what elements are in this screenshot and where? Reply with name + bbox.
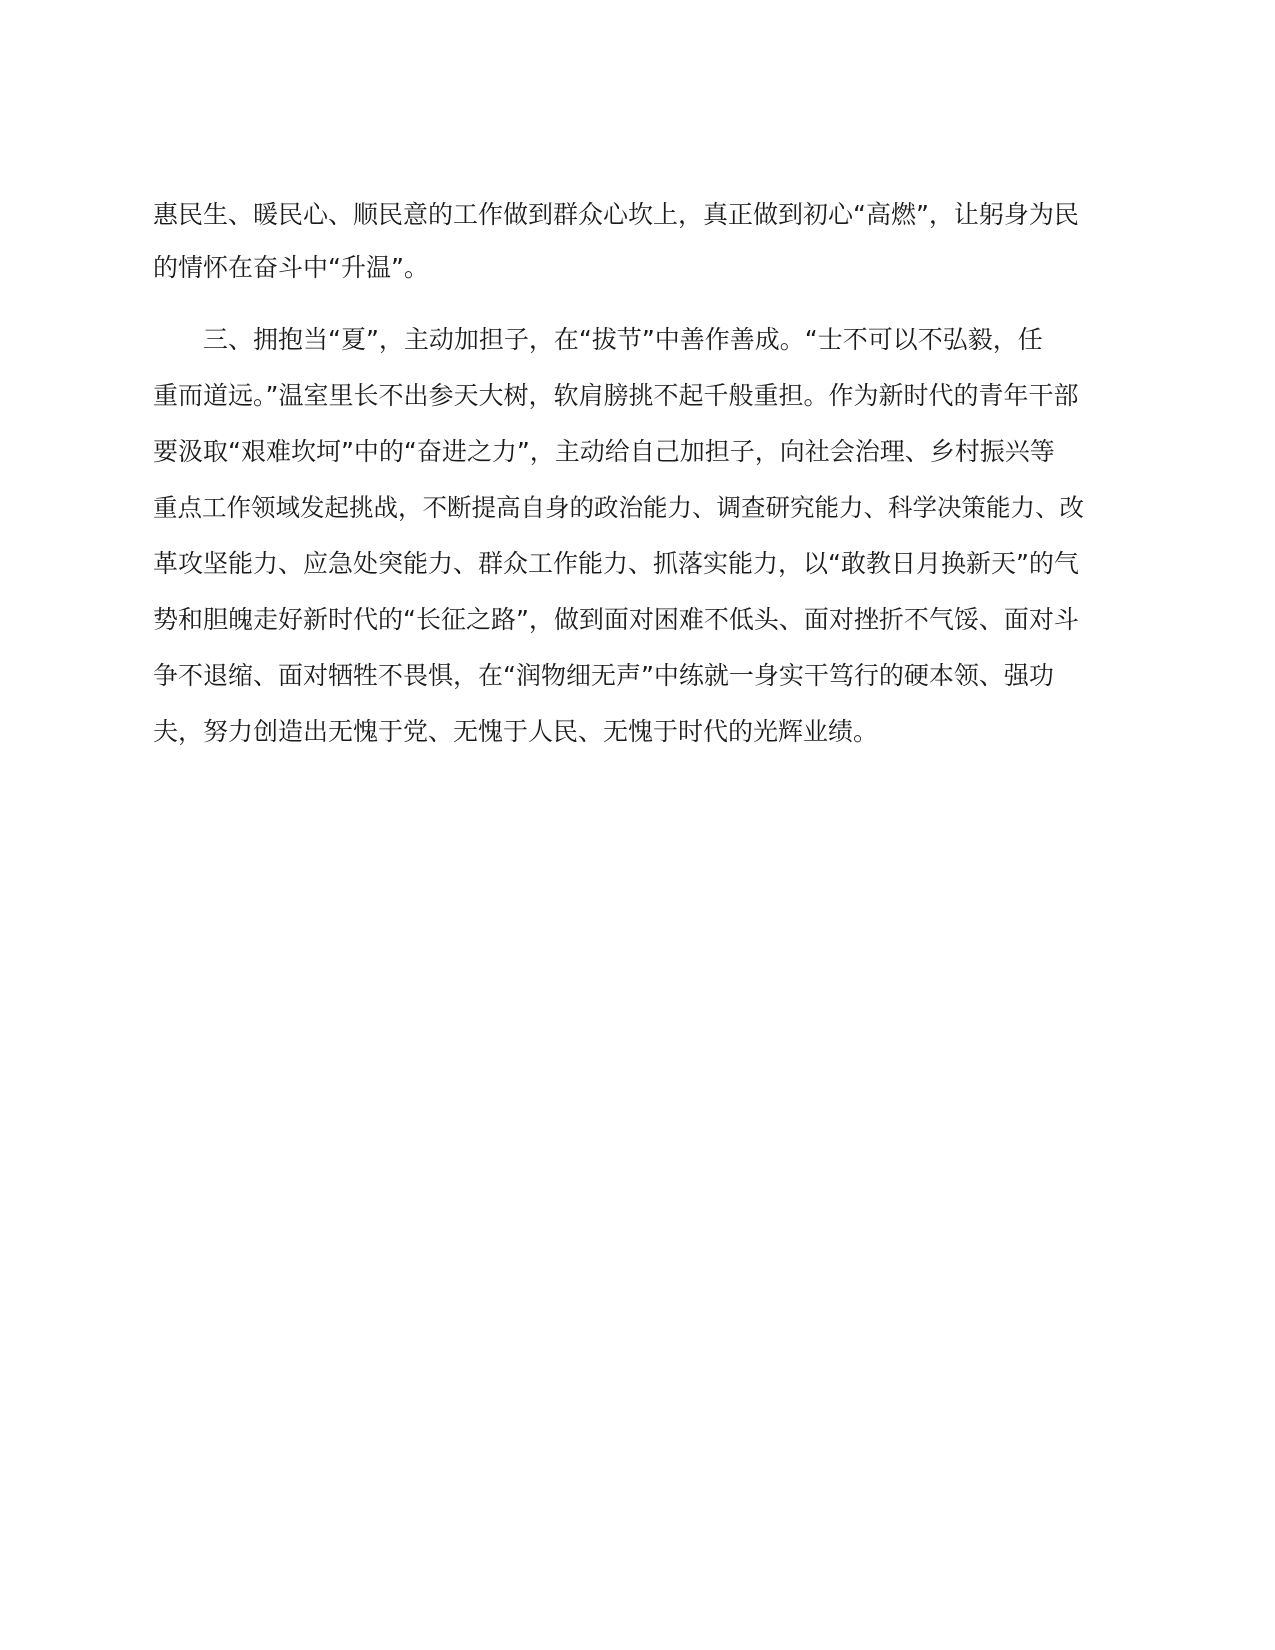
text-line: 势和胆魄走好新时代的“长征之路”，做到面对困难不低头、面对挫折不气馁、面对斗	[153, 605, 1079, 634]
text-line: 要汲取“艰难坎坷”中的“奋进之力”，主动给自己加担子，向社会治理、乡村振兴等	[153, 437, 1055, 466]
text-line: 重点工作领域发起挑战，不断提高自身的政治能力、调查研究能力、科学决策能力、改	[153, 493, 1084, 522]
text-line: 夫，努力创造出无愧于党、无愧于人民、无愧于时代的光辉业绩。	[153, 717, 879, 746]
text-line: 三、拥抱当“夏”，主动加担子，在“拔节”中善作善成。“士不可以不弘毅，任	[203, 325, 1043, 354]
text-line: 惠民生、暖民心、顺民意的工作做到群众心坎上，真正做到初心“高燃”，让躬身为民	[153, 200, 1079, 229]
text-line: 的情怀在奋斗中“升温”。	[153, 253, 429, 282]
text-line: 革攻坚能力、应急处突能力、群众工作能力、抓落实能力，以“敢教日月换新天”的气	[153, 549, 1079, 578]
text-line: 争不退缩、面对牺牲不畏惧，在“润物细无声”中练就一身实干笃行的硬本领、强功	[153, 661, 1054, 690]
text-line: 重而道远。”温室里长不出参天大树，软肩膀挑不起千般重担。作为新时代的青年干部	[153, 381, 1079, 410]
